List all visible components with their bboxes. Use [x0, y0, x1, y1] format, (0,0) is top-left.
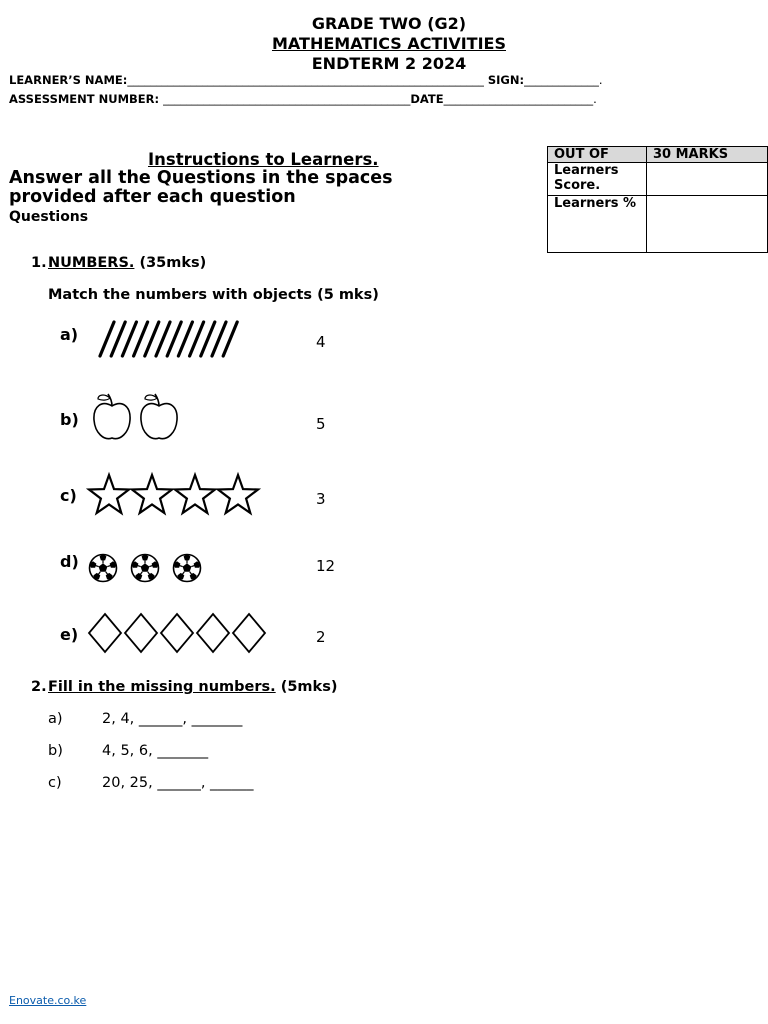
q1-item-c-letter: c)	[60, 486, 77, 505]
q2-item-b-sequence[interactable]: 4, 5, 6, _______	[102, 743, 209, 759]
star-icon	[218, 475, 258, 513]
q1-instruction: Match the numbers with objects (5 mks)	[48, 287, 379, 303]
stars-group	[88, 472, 262, 518]
diamond-icon	[233, 614, 265, 652]
score-table-header-row	[548, 147, 768, 163]
q1-item-d-letter: d)	[60, 552, 79, 571]
q2-marks: (5mks)	[275, 679, 338, 695]
assessment-blank[interactable]: ___________________________________________	[163, 92, 411, 106]
assessment-label: ASSESSMENT NUMBER:	[9, 92, 164, 106]
diamond-icon	[125, 614, 157, 652]
q1-title-text: NUMBERS.	[48, 255, 135, 271]
learners-percent-value[interactable]	[647, 196, 768, 253]
q2-item-c-sequence[interactable]: 20, 25, ______, ______	[102, 775, 254, 791]
term-title: ENDTERM 2 2024	[311, 54, 467, 73]
grade-title: GRADE TWO (G2)	[311, 14, 467, 33]
name-label: LEARNER’S NAME:	[9, 73, 128, 87]
percent-row	[548, 196, 768, 253]
instructions-text: Answer all the Questions in the spaces provided after each question	[9, 168, 393, 207]
q2-item-a-letter: a)	[48, 711, 63, 727]
q2-title	[48, 679, 337, 695]
questions-label: Questions	[9, 209, 89, 225]
date-blank[interactable]: __________________________.	[443, 92, 597, 106]
instructions-title: Instructions to Learners.	[148, 150, 379, 169]
score-row	[548, 163, 768, 196]
sign-label: SIGN:	[483, 73, 525, 87]
name-blank[interactable]: ______________________________________________________________	[127, 73, 484, 87]
footer-link[interactable]: Enovate.co.ke	[9, 994, 87, 1007]
q1-item-b-letter: b)	[60, 410, 79, 429]
q1-marks: (35mks)	[134, 255, 207, 271]
q2-item-a-sequence[interactable]: 2, 4, ______, _______	[102, 711, 243, 727]
apples-group	[90, 392, 182, 444]
q1-item-b-number: 5	[316, 415, 326, 433]
soccer-ball-icon	[90, 554, 117, 582]
soccer-ball-icon	[174, 554, 201, 582]
star-icon	[132, 475, 172, 513]
document-header	[0, 14, 768, 74]
q1-item-e-letter: e)	[60, 625, 79, 644]
q1-title	[48, 255, 206, 271]
q2-number: 2.	[31, 679, 47, 695]
marks-cell: 30 MARKS	[647, 147, 768, 163]
apple-icon	[141, 394, 177, 439]
apple-icon	[94, 394, 130, 439]
tally-lines-group	[96, 318, 242, 360]
q1-item-a-number: 4	[316, 333, 326, 351]
assessment-date-row	[9, 92, 597, 106]
diamonds-group	[88, 612, 266, 654]
q1-item-c-number: 3	[316, 490, 326, 508]
diamond-icon	[197, 614, 229, 652]
learners-percent-label: Learners %	[548, 196, 647, 253]
soccer-balls-group	[88, 553, 204, 583]
soccer-ball-icon	[132, 554, 159, 582]
date-label: DATE	[410, 92, 444, 106]
q2-item-c-letter: c)	[48, 775, 62, 791]
score-table	[547, 146, 768, 253]
q1-item-e-number: 2	[316, 628, 326, 646]
star-icon	[175, 475, 215, 513]
sign-blank[interactable]: _____________.	[524, 73, 603, 87]
subject-title: MATHEMATICS ACTIVITIES	[271, 34, 506, 53]
q2-item-b-letter: b)	[48, 743, 63, 759]
q1-number: 1.	[31, 255, 47, 271]
learners-score-label: Learners Score.	[548, 163, 647, 196]
diamond-icon	[89, 614, 121, 652]
q1-item-a-letter: a)	[60, 325, 79, 344]
out-of-cell: OUT OF	[548, 147, 647, 163]
star-icon	[89, 475, 129, 513]
q2-title-text: Fill in the missing numbers.	[48, 679, 276, 695]
learners-score-value[interactable]	[647, 163, 768, 196]
name-sign-row	[9, 73, 603, 87]
q1-item-d-number: 12	[316, 557, 336, 575]
diamond-icon	[161, 614, 193, 652]
